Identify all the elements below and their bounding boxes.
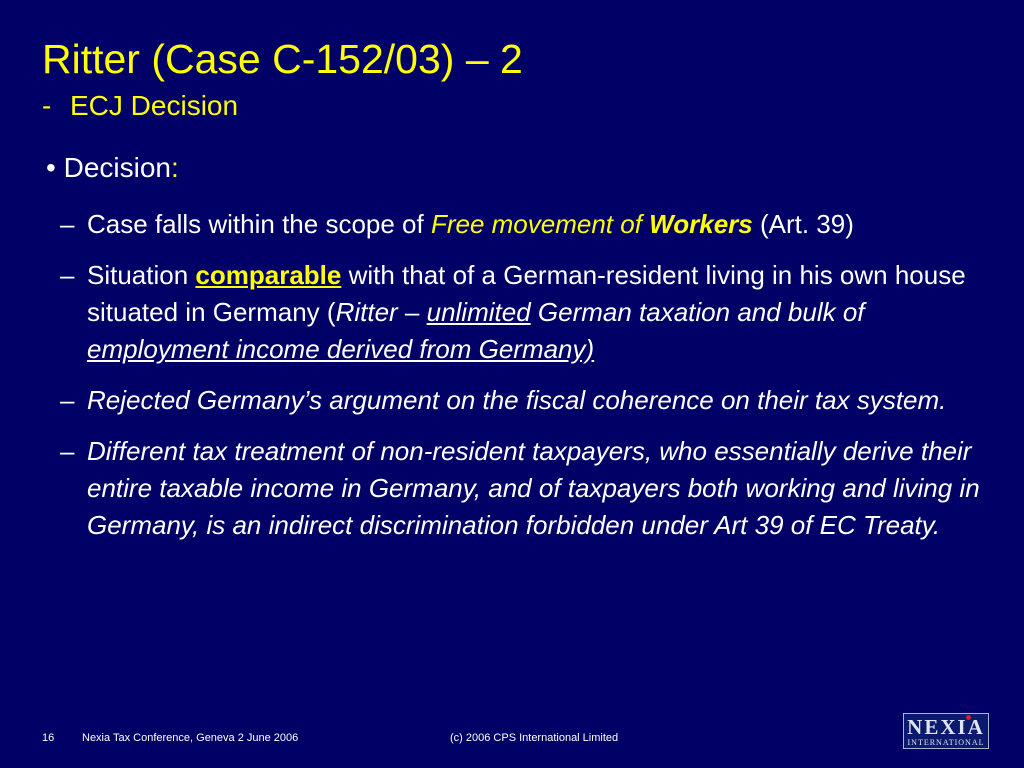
decision-items — [60, 206, 990, 558]
item-strong: comparable — [195, 260, 342, 290]
item-text: Case falls within the scope of — [87, 209, 431, 239]
subtitle-dash: - — [42, 90, 52, 121]
item-text: Rejected Germany’s argument on the fiscal coherence on their tax system. — [87, 385, 947, 415]
logo-line2: INTERNATIONAL — [907, 738, 985, 747]
item-emphasis: Ritter — [335, 297, 398, 327]
dash-mark: – — [60, 385, 75, 415]
item-emphasis: Free movement of — [430, 209, 650, 239]
item-underlined: employment income derived from Germany) — [87, 334, 595, 364]
decision-bullet — [46, 150, 179, 186]
list-item — [60, 257, 990, 368]
list-item — [60, 433, 990, 544]
list-item — [60, 382, 990, 419]
bullet-mark: • — [46, 152, 56, 183]
item-emphasis: German taxation and bulk of — [530, 297, 865, 327]
logo-line1: NEXIA — [907, 715, 985, 739]
list-item — [60, 206, 990, 243]
item-underlined: unlimited — [426, 297, 531, 327]
dash-mark: – — [60, 209, 75, 239]
footer-copyright: (c) 2006 CPS International Limited — [450, 732, 619, 744]
dash-mark: – — [60, 436, 75, 466]
item-text: with that of a German-resident living in his own house situated in Germany ( — [87, 260, 966, 327]
bullet-colon: : — [170, 152, 179, 183]
slide-title: Ritter (Case C-152/03) – 2 — [42, 36, 523, 82]
item-text: Situation — [87, 260, 196, 290]
subtitle-text: ECJ Decision — [70, 90, 239, 121]
item-text: (Art. 39) — [752, 209, 854, 239]
nexia-logo — [903, 713, 989, 749]
footer-event: Nexia Tax Conference, Geneva 2 June 2006 — [82, 732, 299, 744]
item-strong: Workers — [649, 209, 753, 239]
slide-subtitle — [42, 88, 238, 124]
dash-mark: – — [60, 260, 75, 290]
item-text: Different tax treatment of non-resident taxpayers, who essentially derive their entire taxable income in Germany, and of taxpayers both working and living in Germany, is an indirect discrimination forbidden under Art 39 of EC Treaty. — [87, 436, 980, 540]
bullet-text: Decision — [63, 152, 171, 183]
footer-page-number: 16 — [42, 732, 55, 744]
item-text: – — [397, 297, 427, 327]
